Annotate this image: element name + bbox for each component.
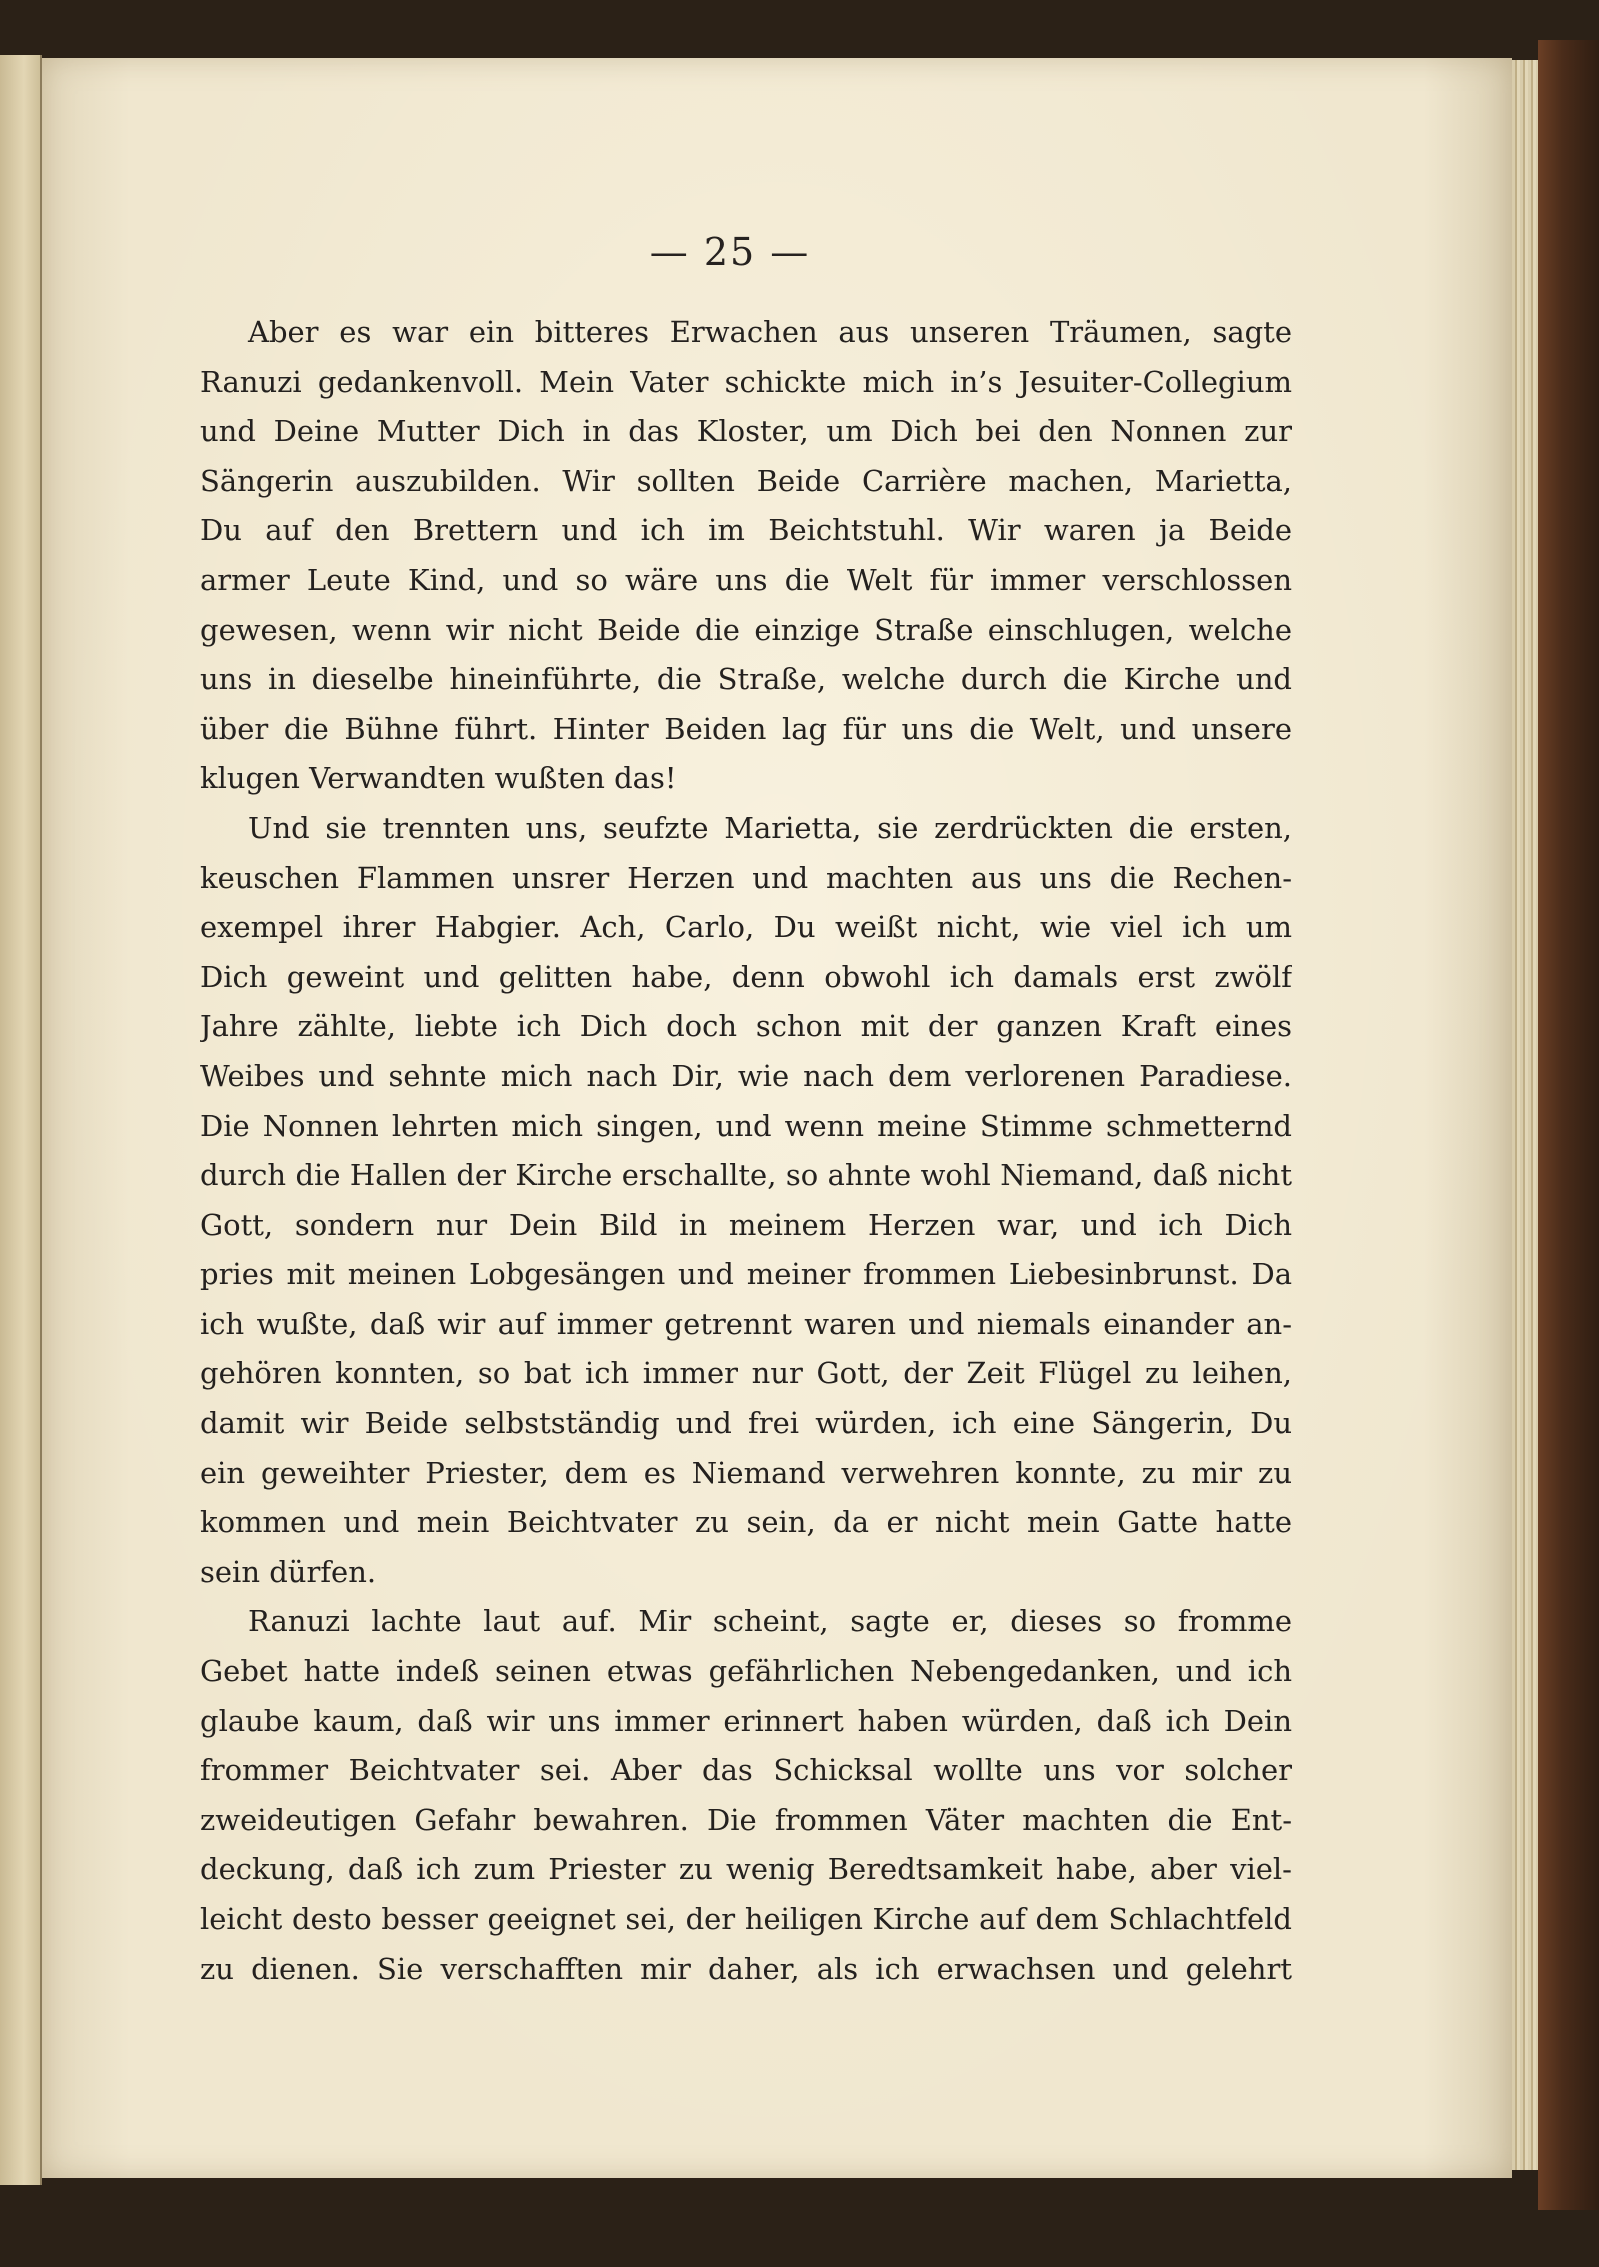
text-line: Gott, sondern nur Dein Bild in meinem Herzen war, und ich Dich (200, 1207, 1292, 1242)
page-number: — 25 — (649, 230, 811, 274)
text-line: Dich geweint und gelitten habe, denn obwohl ich damals erst zwölf (200, 959, 1292, 994)
text-line: kommen und mein Beichtvater zu sein, da er nicht mein Gatte hatte (200, 1505, 1292, 1540)
text-line: ein geweihter Priester, dem es Niemand verwehren konnte, zu mir zu (200, 1455, 1292, 1490)
text-line: und Deine Mutter Dich in das Kloster, um Dich bei den Nonnen zur (200, 414, 1292, 449)
text-line: damit wir Beide selbstständig und frei würden, ich eine Sängerin, Du (200, 1406, 1292, 1441)
text-line: Sängerin auszubilden. Wir sollten Beide Carrière machen, Marietta, (200, 463, 1292, 498)
text-line: glaube kaum, daß wir uns immer erinnert haben würden, daß ich Dein (200, 1703, 1292, 1738)
text-line: Aber es war ein bitteres Erwachen aus unseren Träumen, sagte (248, 315, 1292, 349)
text-line: deckung, daß ich zum Priester zu wenig Beredtsamkeit habe, aber viel- (200, 1852, 1292, 1887)
text-line: ich wußte, daß wir auf immer getrennt waren und niemals einander an- (200, 1306, 1292, 1341)
body-text (200, 308, 1292, 1994)
previous-page-edge (0, 55, 42, 2185)
text-line: Gebet hatte indeß seinen etwas gefährlichen Nebengedanken, und ich (200, 1654, 1292, 1689)
text-line: durch die Hallen der Kirche erschallte, so ahnte wohl Niemand, daß nicht (200, 1158, 1292, 1193)
text-line: leicht desto besser geeignet sei, der heiligen Kirche auf dem Schlachtfeld (200, 1902, 1292, 1936)
book-cover-edge (1538, 40, 1599, 2210)
text-line: Ranuzi lachte laut auf. Mir scheint, sagte er, dieses so fromme (248, 1604, 1292, 1639)
page-stack-edges (1512, 60, 1538, 2170)
text-line: Und sie trennten uns, seufzte Marietta, sie zerdrückten die ersten, (248, 810, 1292, 845)
text-line: sein dürfen. (200, 1554, 377, 1589)
text-line: klugen Verwandten wußten das! (200, 761, 677, 796)
text-line: über die Bühne führt. Hinter Beiden lag für uns die Welt, und unsere (200, 711, 1292, 746)
text-line: Weibes und sehnte mich nach Dir, wie nach dem verlorenen Paradiese. (200, 1058, 1292, 1093)
text-line: Ranuzi gedankenvoll. Mein Vater schickte mich in’s Jesuiter-Collegium (200, 364, 1292, 399)
text-line: pries mit meinen Lobgesängen und meiner frommen Liebesinbrunst. Da (200, 1257, 1292, 1292)
text-line: keuschen Flammen unsrer Herzen und machten aus uns die Rechen- (200, 860, 1292, 895)
text-line: zweideutigen Gefahr bewahren. Die frommen Väter machten die Ent- (200, 1802, 1292, 1837)
text-line: Jahre zählte, liebte ich Dich doch schon mit der ganzen Kraft eines (200, 1009, 1292, 1044)
text-line: frommer Beichtvater sei. Aber das Schicksal wollte uns vor solcher (200, 1753, 1292, 1788)
text-line: gewesen, wenn wir nicht Beide die einzige Straße einschlugen, welche (200, 612, 1292, 647)
text-line: gehören konnten, so bat ich immer nur Gott, der Zeit Flügel zu leihen, (200, 1356, 1292, 1391)
text-line: zu dienen. Sie verschafften mir daher, als ich erwachsen und gelehrt (200, 1951, 1292, 1986)
text-line: armer Leute Kind, und so wäre uns die Welt für immer verschlossen (200, 562, 1292, 597)
text-line: exempel ihrer Habgier. Ach, Carlo, Du weißt nicht, wie viel ich um (200, 910, 1292, 945)
text-line: uns in dieselbe hineinführte, die Straße, welche durch die Kirche und (200, 662, 1292, 697)
text-line: Du auf den Brettern und ich im Beichtstuhl. Wir waren ja Beide (200, 513, 1292, 548)
text-line: Die Nonnen lehrten mich singen, und wenn meine Stimme schmetternd (200, 1108, 1292, 1143)
